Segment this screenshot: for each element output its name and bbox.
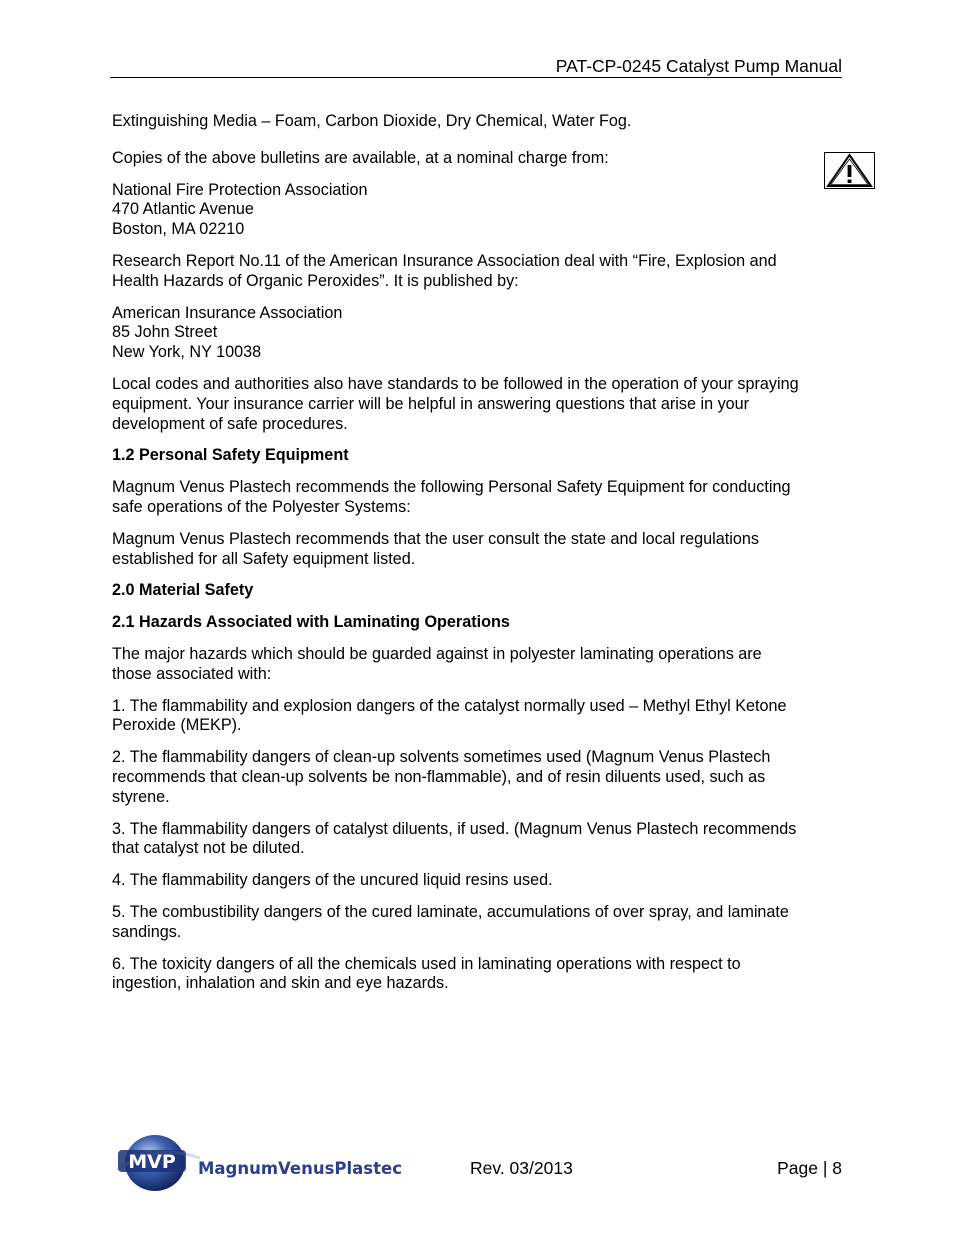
- address-line: 85 John Street: [112, 323, 218, 342]
- text-line: Peroxide (MEKP).: [112, 716, 242, 735]
- aia-address: [112, 304, 844, 363]
- text-line: Magnum Venus Plastech recommends the following Personal Safety Equipment for conducting: [112, 478, 791, 497]
- hazard-item-5: [112, 903, 844, 943]
- hazard-item-3: [112, 820, 844, 860]
- text-line: 6. The toxicity dangers of all the chemicals used in laminating operations with respect to: [112, 954, 741, 973]
- address-line: National Fire Protection Association: [112, 180, 368, 199]
- text-line: Research Report No.11 of the American Insurance Association deal with “Fire, Explosion and: [112, 251, 777, 270]
- text-line: recommends that clean-up solvents be non-flammable), and of resin diluents used, such as: [112, 767, 766, 786]
- pse-paragraph-2: [112, 530, 844, 570]
- text-line: that catalyst not be diluted.: [112, 839, 305, 858]
- hazard-item-4: [112, 871, 844, 891]
- text-line: 2. The flammability dangers of clean-up solvents sometimes used (Magnum Venus Plastech: [112, 748, 771, 767]
- text-line: 4. The flammability dangers of the uncured liquid resins used.: [112, 871, 553, 890]
- company-logo: [112, 1132, 402, 1194]
- text-line: Magnum Venus Plastech recommends that the user consult the state and local regulations: [112, 529, 759, 548]
- nfpa-address: [112, 181, 844, 240]
- text-line: 3. The flammability dangers of catalyst diluents, if used. (Magnum Venus Plastech recommends: [112, 819, 797, 838]
- text-line: 1. The flammability and explosion dangers of the catalyst normally used – Methyl Ethyl Ketone: [112, 696, 787, 715]
- revision-label: Rev. 03/2013: [470, 1158, 573, 1178]
- text-line: Health Hazards of Organic Peroxides”. It is published by:: [112, 271, 519, 290]
- text-line: 5. The combustibility dangers of the cured laminate, accumulations of over spray, and laminate: [112, 902, 789, 921]
- copies-paragraph: Copies of the above bulletins are available, at a nominal charge from:: [112, 148, 609, 167]
- extinguishing-media: Extinguishing Media – Foam, Carbon Dioxide, Dry Chemical, Water Fog.: [112, 112, 632, 130]
- local-codes-paragraph: [112, 375, 844, 434]
- logo-text: MagnumVenusPlastech: [198, 1159, 402, 1178]
- logo-mark: MVP: [128, 1151, 176, 1173]
- address-line: 470 Atlantic Avenue: [112, 200, 254, 219]
- major-hazards-paragraph: [112, 645, 844, 685]
- address-line: Boston, MA 02210: [112, 220, 245, 239]
- hazard-item-2: [112, 748, 844, 807]
- text-line: those associated with:: [112, 664, 272, 683]
- text-line: development of safe procedures.: [112, 414, 348, 433]
- text-line: The major hazards which should be guarded against in polyester laminating operations are: [112, 644, 762, 663]
- hazard-item-6: [112, 955, 844, 995]
- section-heading-1-2: 1.2 Personal Safety Equipment: [112, 446, 349, 465]
- page-number: Page | 8: [777, 1158, 842, 1178]
- document-title: PAT-CP-0245 Catalyst Pump Manual: [555, 56, 842, 76]
- text-line: equipment. Your insurance carrier will be helpful in answering questions that arise in your: [112, 394, 750, 413]
- section-heading-2-1: 2.1 Hazards Associated with Laminating Operations: [112, 613, 510, 632]
- text-line: safe operations of the Polyester Systems:: [112, 497, 411, 516]
- page-body: [112, 112, 844, 1006]
- section-heading-2-0: 2.0 Material Safety: [112, 581, 254, 600]
- text-line: sandings.: [112, 922, 182, 941]
- pse-paragraph-1: [112, 478, 844, 518]
- header-divider: [110, 77, 842, 78]
- text-line: Local codes and authorities also have standards to be followed in the operation of your spraying: [112, 374, 799, 393]
- hazard-item-1: [112, 697, 844, 737]
- text-line: ingestion, inhalation and skin and eye hazards.: [112, 974, 449, 993]
- text-line: styrene.: [112, 787, 170, 806]
- address-line: New York, NY 10038: [112, 343, 262, 362]
- research-paragraph: [112, 252, 844, 292]
- address-line: American Insurance Association: [112, 303, 343, 322]
- text-line: established for all Safety equipment listed.: [112, 549, 416, 568]
